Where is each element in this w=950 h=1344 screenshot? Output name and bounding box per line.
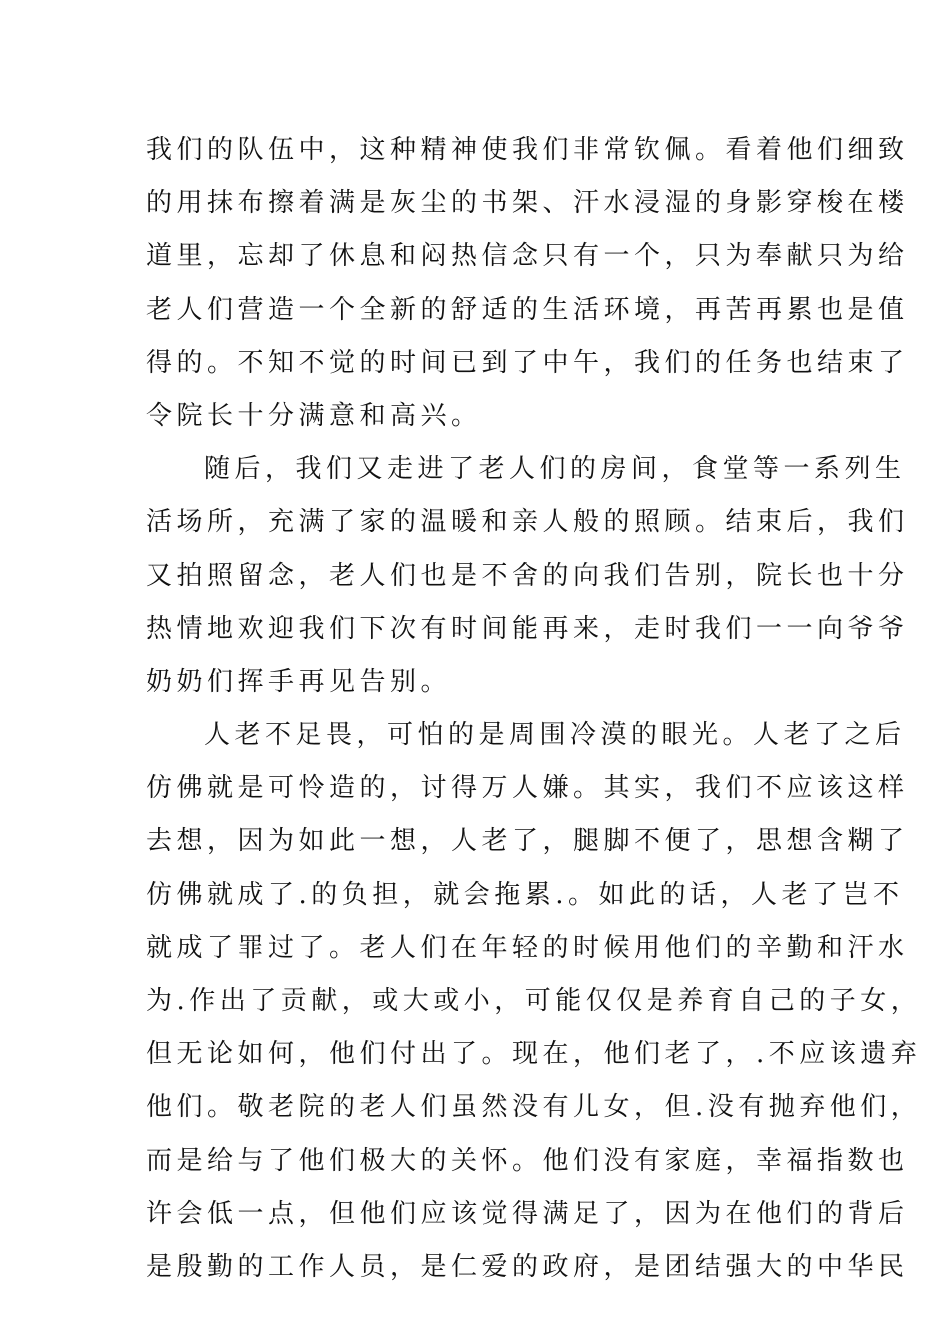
text-line: 而是给与了他们极大的关怀。他们没有家庭，幸福指数也 (146, 1145, 909, 1176)
text-line: 老人们营造一个全新的舒适的生活环境，再苦再累也是值 (146, 294, 909, 325)
text-line: 许会低一点，但他们应该觉得满足了，因为在他们的背后 (146, 1198, 909, 1229)
document-body (146, 124, 922, 1294)
text-line: 但无论如何，他们付出了。现在，他们老了，.不应该遗弃 (146, 1039, 922, 1070)
paragraph-first-line: 人老不足畏，可怕的是周围冷漠的眼光。人老了之后 (204, 720, 906, 751)
text-line: 奶奶们挥手再见告别。 (146, 666, 452, 697)
text-line: 热情地欢迎我们下次有时间能再来，走时我们一一向爷爷 (146, 613, 909, 644)
text-line: 他们。敬老院的老人们虽然没有儿女，但.没有抛弃他们， (146, 1092, 922, 1123)
text-line: 道里，忘却了休息和闷热信念只有一个，只为奉献只为给 (146, 241, 909, 272)
text-line: 又拍照留念，老人们也是不舍的向我们告别，院长也十分 (146, 560, 909, 591)
text-line: 令院长十分满意和高兴。 (146, 400, 482, 431)
text-line: 就成了罪过了。老人们在年轻的时候用他们的辛勤和汗水 (146, 932, 909, 963)
text-line: 活场所，充满了家的温暖和亲人般的照顾。结束后，我们 (146, 507, 909, 538)
text-line: 是殷勤的工作人员，是仁爱的政府，是团结强大的中华民 (146, 1251, 909, 1282)
text-line: 的用抹布擦着满是灰尘的书架、汗水浸湿的身影穿梭在楼 (146, 188, 909, 219)
text-line: 我们的队伍中，这种精神使我们非常钦佩。看着他们细致 (146, 135, 909, 165)
text-line: 为.作出了贡献，或大或小，可能仅仅是养育自己的子女， (146, 986, 922, 1016)
paragraph-first-line: 随后，我们又走进了老人们的房间，食堂等一系列生 (204, 454, 906, 485)
text-line: 去想，因为如此一想，人老了，腿脚不便了，思想含糊了 (146, 826, 909, 857)
text-line: 仿佛就是可怜造的，讨得万人嫌。其实，我们不应该这样 (146, 773, 909, 804)
text-line: 仿佛就成了.的负担，就会拖累.。如此的话，人老了岂不 (146, 879, 904, 910)
text-line: 得的。不知不觉的时间已到了中午，我们的任务也结束了 (146, 347, 909, 378)
